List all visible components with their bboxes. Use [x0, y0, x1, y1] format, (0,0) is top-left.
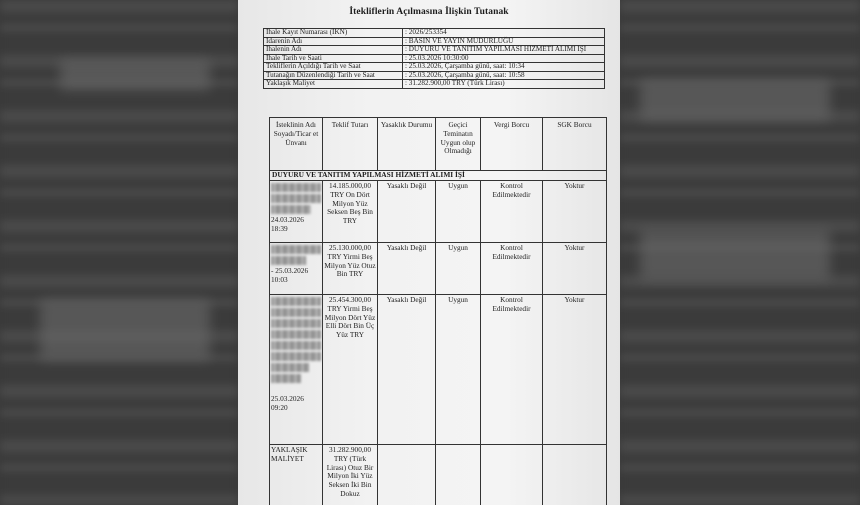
redacted-name: [271, 194, 321, 203]
ban-status: Yasaklı Değil: [378, 181, 436, 243]
sgk-debt: Yoktur: [543, 181, 607, 243]
redacted-name: [271, 341, 321, 350]
redacted-name: [271, 352, 321, 361]
tax-debt: Kontrol Edilmektedir: [481, 295, 543, 445]
bid-amount: 14.185.000,00 TRY On Dört Milyon Yüz Seksen Beş Bin TRY: [323, 181, 378, 243]
redacted-name: [271, 245, 321, 254]
redacted-name: [271, 256, 306, 265]
document-page: [238, 0, 620, 505]
blurred-block: [60, 60, 210, 90]
guarantee-status: Uygun: [436, 181, 481, 243]
redacted-name: [271, 308, 321, 317]
empty-cell: [436, 445, 481, 505]
column-header-tax-debt: Vergi Borcu: [481, 118, 543, 171]
bids-table: [269, 117, 607, 505]
bidder-cell: [270, 243, 323, 295]
guarantee-status: Uygun: [436, 295, 481, 445]
ban-status: Yasaklı Değil: [378, 243, 436, 295]
tax-debt: Kontrol Edilmektedir: [481, 181, 543, 243]
column-header-guarantee: Geçici Teminatın Uygun olup Olmadığı: [436, 118, 481, 171]
redacted-name: [271, 330, 321, 339]
info-label: İdarenin Adı: [264, 37, 403, 46]
bid-date: 25.03.2026 09:20: [271, 394, 304, 412]
info-value: : 25.03.2026, Çarşamba günü, saat: 10:34: [403, 63, 605, 72]
empty-cell: [378, 445, 436, 505]
estimate-amount: 31.282.900,00 TRY (Türk Lirası) Otuz Bir Milyon İki Yüz Seksen İki Bin Dokuz: [323, 445, 378, 505]
info-label: İhalenin Adı: [264, 46, 403, 55]
bidder-cell: [270, 295, 323, 445]
info-value: : BASIN VE YAYIN MÜDÜRLÜĞÜ: [403, 37, 605, 46]
sgk-debt: Yoktur: [543, 295, 607, 445]
info-label: İhale Tarih ve Saati: [264, 54, 403, 63]
info-value: : 25.03.2026 10:30:00: [403, 54, 605, 63]
column-header-ban-status: Yasaklık Durumu: [378, 118, 436, 171]
tax-debt: Kontrol Edilmektedir: [481, 243, 543, 295]
bid-date: - 25.03.2026 10:03: [271, 266, 309, 284]
blurred-block: [40, 300, 210, 360]
info-label: İhale Kayıt Numarası (İKN): [264, 29, 403, 38]
empty-cell: [543, 445, 607, 505]
column-header-amount: Teklif Tutarı: [323, 118, 378, 171]
section-row: [270, 171, 607, 181]
column-header-bidder: İsteklinin Adı Soyadı/Ticar et Ünvanı: [270, 118, 323, 171]
info-value: : 2026/253354: [403, 29, 605, 38]
bidder-cell: [270, 181, 323, 243]
table-row: [270, 243, 607, 295]
redacted-name: [271, 363, 309, 372]
table-row: [270, 295, 607, 445]
info-row: [264, 80, 605, 89]
info-value: : 31.282.900,00 TRY (Türk Lirası): [403, 80, 605, 89]
bid-amount: 25.130.000,00 TRY Yirmi Beş Milyon Yüz Otuz Bin TRY: [323, 243, 378, 295]
table-row: [270, 181, 607, 243]
guarantee-status: Uygun: [436, 243, 481, 295]
info-label: Tutanağın Düzenlendiği Tarih ve Saat: [264, 71, 403, 80]
estimate-label: YAKLAŞIK MALİYET: [270, 445, 323, 505]
column-header-sgk-debt: SGK Borcu: [543, 118, 607, 171]
blurred-block: [640, 80, 830, 120]
blurred-block: [640, 230, 830, 280]
redacted-name: [271, 205, 311, 214]
sgk-debt: Yoktur: [543, 243, 607, 295]
redacted-name: [271, 374, 301, 383]
estimate-row: [270, 445, 607, 505]
empty-cell: [481, 445, 543, 505]
info-row: [264, 29, 605, 38]
document-title: İtekliflerin Açılmasına İlişkin Tutanak: [349, 7, 509, 17]
redacted-name: [271, 319, 321, 328]
table-header-row: [270, 118, 607, 171]
info-row: [264, 46, 605, 55]
info-label: Yaklaşık Maliyet: [264, 80, 403, 89]
section-title: DUYURU VE TANITIM YAPILMASI HİZMETİ ALIMI İŞİ: [270, 171, 607, 181]
tender-info-table: [263, 28, 605, 89]
info-value: : DUYURU VE TANITIM YAPILMASI HİZMETİ ALIMI İŞİ: [403, 46, 605, 55]
redacted-name: [271, 297, 321, 306]
info-value: : 25.03.2026, Çarşamba günü, saat: 10:58: [403, 71, 605, 80]
ban-status: Yasaklı Değil: [378, 295, 436, 445]
bid-date: 24.03.2026 18:39: [271, 215, 304, 233]
bid-amount: 25.454.300,00 TRY Yirmi Beş Milyon Dört Yüz Elli Dört Bin Üç Yüz TRY: [323, 295, 378, 445]
redacted-name: [271, 183, 321, 192]
info-label: Tekliflerin Açıldığı Tarih ve Saat: [264, 63, 403, 72]
